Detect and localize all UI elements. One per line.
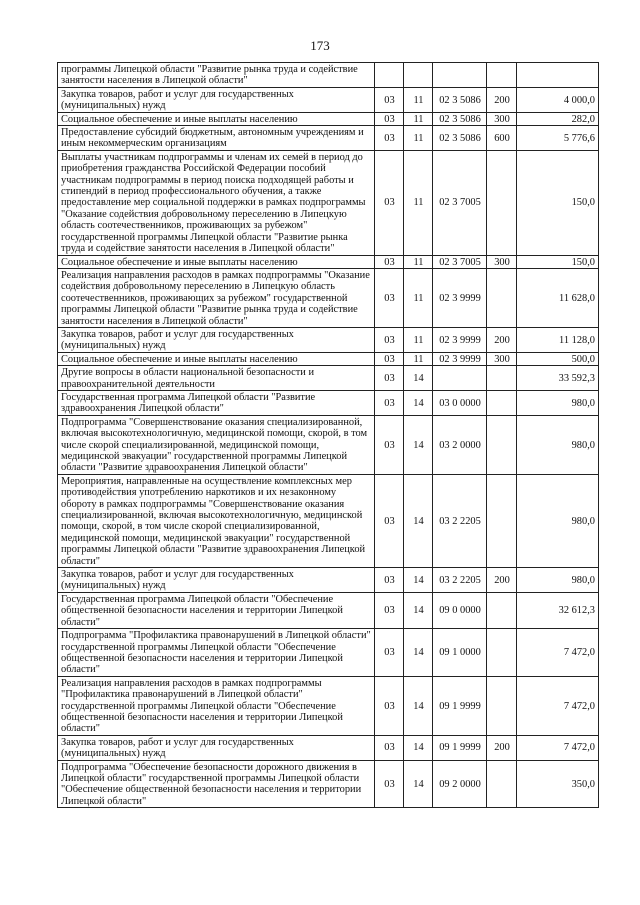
row-target-article: 03 0 0000 [433,390,487,415]
row-target-article: 02 3 7005 [433,150,487,255]
row-subsection: 14 [404,592,433,628]
row-section: 03 [375,112,404,125]
row-subsection: 11 [404,126,433,151]
row-name: Другие вопросы в области национальной безопасности и правоохранительной деятельности [58,366,375,391]
row-section: 03 [375,366,404,391]
row-target-article: 09 1 9999 [433,676,487,735]
row-name: Государственная программа Липецкой области "Развитие здравоохранения Липецкой области" [58,390,375,415]
row-subsection: 11 [404,150,433,255]
row-name: Социальное обеспечение и иные выплаты населению [58,112,375,125]
row-name: Закупка товаров, работ и услуг для государственных (муниципальных) нужд [58,327,375,352]
table-row [58,735,599,760]
row-section: 03 [375,352,404,365]
row-subsection: 11 [404,112,433,125]
row-expense-type [487,415,517,474]
row-name: Закупка товаров, работ и услуг для государственных (муниципальных) нужд [58,87,375,112]
row-section: 03 [375,474,404,567]
row-expense-type [487,676,517,735]
row-amount [517,63,599,88]
row-name: Выплаты участникам подпрограммы и членам их семей в период до приобретения гражданства Российской Федерации пособий участникам подпрограммы в период поиска подходящей работы и стипендий в период профессионального обучения, а также предоставление мер социальной поддержки в рамках подпрограммы "Оказание содействия добровольному переселению в Липецкую область соотечественников, проживающих за рубежом" государственной программы Липецкой области "Развитие рынка труда и содействие занятости населения в Липецкой области" [58,150,375,255]
row-section: 03 [375,676,404,735]
row-section: 03 [375,87,404,112]
row-expense-type [487,366,517,391]
row-expense-type [487,268,517,327]
table-row [58,760,599,808]
row-section: 03 [375,568,404,593]
row-target-article: 03 2 0000 [433,415,487,474]
row-section: 03 [375,390,404,415]
row-amount: 150,0 [517,255,599,268]
row-name: Предоставление субсидий бюджетным, автономным учреждениям и иным некоммерческим организациям [58,126,375,151]
table-row [58,390,599,415]
table-row [58,474,599,567]
page-number: 173 [310,38,330,53]
row-amount: 980,0 [517,415,599,474]
row-amount: 980,0 [517,474,599,567]
row-amount: 7 472,0 [517,735,599,760]
row-name: Закупка товаров, работ и услуг для государственных (муниципальных) нужд [58,568,375,593]
row-name: Подпрограмма "Совершенствование оказания специализированной, включая высокотехнологичную, медицинской помощи, скорой, в том числе скорой специализированной, медицинской помощи, медицинской эвакуации" государственной программы Липецкой области "Развитие здравоохранения Липецкой области" [58,415,375,474]
row-name: Подпрограмма "Профилактика правонарушений в Липецкой области" государственной программы Липецкой области "Обеспечение общественной безопасности населения и территории Липецкой области" [58,629,375,677]
row-amount: 11 128,0 [517,327,599,352]
row-subsection: 14 [404,366,433,391]
row-name: Социальное обеспечение и иные выплаты населению [58,255,375,268]
row-target-article: 02 3 5086 [433,87,487,112]
row-section: 03 [375,735,404,760]
row-amount: 7 472,0 [517,676,599,735]
row-expense-type: 300 [487,112,517,125]
row-target-article: 09 0 0000 [433,592,487,628]
row-target-article: 09 1 9999 [433,735,487,760]
row-expense-type [487,63,517,88]
row-amount: 980,0 [517,390,599,415]
table-row [58,87,599,112]
row-subsection [404,63,433,88]
table-row [58,352,599,365]
row-subsection: 11 [404,255,433,268]
table-row [58,415,599,474]
row-subsection: 14 [404,735,433,760]
row-amount: 980,0 [517,568,599,593]
table-row [58,63,599,88]
row-expense-type [487,592,517,628]
row-amount: 5 776,6 [517,126,599,151]
row-amount: 350,0 [517,760,599,808]
row-section: 03 [375,415,404,474]
row-name: Мероприятия, направленные на осуществление комплексных мер противодействия употреблению наркотиков и их незаконному обороту в рамках подпрограммы "Совершенствование оказания специализированной, включая высокотехнологичную, медицинской помощи, скорой, в том числе скорой специализированной, медицинской помощи, медицинской эвакуации" государственной программы Липецкой области "Развитие здравоохранения Липецкой области" [58,474,375,567]
row-target-article [433,366,487,391]
table-row [58,126,599,151]
row-name: Подпрограмма "Обеспечение безопасности дорожного движения в Липецкой области" государственной программы Липецкой области "Обеспечение общественной безопасности населения и территории Липецкой области" [58,760,375,808]
row-name: Реализация направления расходов в рамках подпрограммы "Оказание содействия добровольному переселению в Липецкую область соотечественников, проживающих за рубежом" государственной программы Липецкой области "Развитие рынка труда и содействие занятости населения в Липецкой области" [58,268,375,327]
row-target-article [433,63,487,88]
row-target-article: 02 3 9999 [433,327,487,352]
table-row [58,255,599,268]
row-expense-type [487,629,517,677]
row-amount: 11 628,0 [517,268,599,327]
table-row [58,327,599,352]
row-name: Социальное обеспечение и иные выплаты населению [58,352,375,365]
row-expense-type: 600 [487,126,517,151]
row-section: 03 [375,592,404,628]
row-section: 03 [375,268,404,327]
row-subsection: 14 [404,390,433,415]
row-target-article: 02 3 5086 [433,126,487,151]
row-expense-type [487,474,517,567]
row-expense-type [487,150,517,255]
row-expense-type [487,390,517,415]
row-section: 03 [375,629,404,677]
row-target-article: 09 1 0000 [433,629,487,677]
row-section: 03 [375,255,404,268]
budget-table-body [58,63,599,808]
table-row [58,592,599,628]
row-expense-type: 200 [487,87,517,112]
row-target-article: 03 2 2205 [433,474,487,567]
row-subsection: 14 [404,676,433,735]
row-expense-type [487,760,517,808]
row-section: 03 [375,760,404,808]
table-row [58,112,599,125]
row-target-article: 02 3 5086 [433,112,487,125]
table-row [58,629,599,677]
row-name: Реализация направления расходов в рамках подпрограммы "Профилактика правонарушений в Липецкой области" государственной программы Липецкой области "Обеспечение общественной безопасности населения и территории Липецкой области" [58,676,375,735]
row-expense-type: 200 [487,735,517,760]
row-target-article: 02 3 7005 [433,255,487,268]
row-amount: 282,0 [517,112,599,125]
row-name: Государственная программа Липецкой области "Обеспечение общественной безопасности населения и территории Липецкой области" [58,592,375,628]
row-target-article: 09 2 0000 [433,760,487,808]
table-row [58,568,599,593]
row-expense-type: 200 [487,568,517,593]
row-amount: 7 472,0 [517,629,599,677]
row-section: 03 [375,150,404,255]
row-section: 03 [375,327,404,352]
row-subsection: 11 [404,327,433,352]
row-subsection: 14 [404,474,433,567]
budget-table [57,62,599,808]
table-row [58,268,599,327]
row-expense-type: 300 [487,352,517,365]
row-subsection: 14 [404,568,433,593]
row-subsection: 14 [404,760,433,808]
row-section: 03 [375,126,404,151]
table-row [58,366,599,391]
row-amount: 32 612,3 [517,592,599,628]
row-section [375,63,404,88]
table-row [58,676,599,735]
row-subsection: 14 [404,415,433,474]
row-name: программы Липецкой области "Развитие рынка труда и содействие занятости населения в Липецкой области" [58,63,375,88]
row-subsection: 11 [404,352,433,365]
row-amount: 150,0 [517,150,599,255]
row-subsection: 11 [404,87,433,112]
row-target-article: 02 3 9999 [433,352,487,365]
row-subsection: 11 [404,268,433,327]
row-amount: 4 000,0 [517,87,599,112]
row-expense-type: 200 [487,327,517,352]
row-target-article: 02 3 9999 [433,268,487,327]
row-target-article: 03 2 2205 [433,568,487,593]
row-amount: 500,0 [517,352,599,365]
row-amount: 33 592,3 [517,366,599,391]
row-subsection: 14 [404,629,433,677]
row-name: Закупка товаров, работ и услуг для государственных (муниципальных) нужд [58,735,375,760]
table-row [58,150,599,255]
row-expense-type: 300 [487,255,517,268]
